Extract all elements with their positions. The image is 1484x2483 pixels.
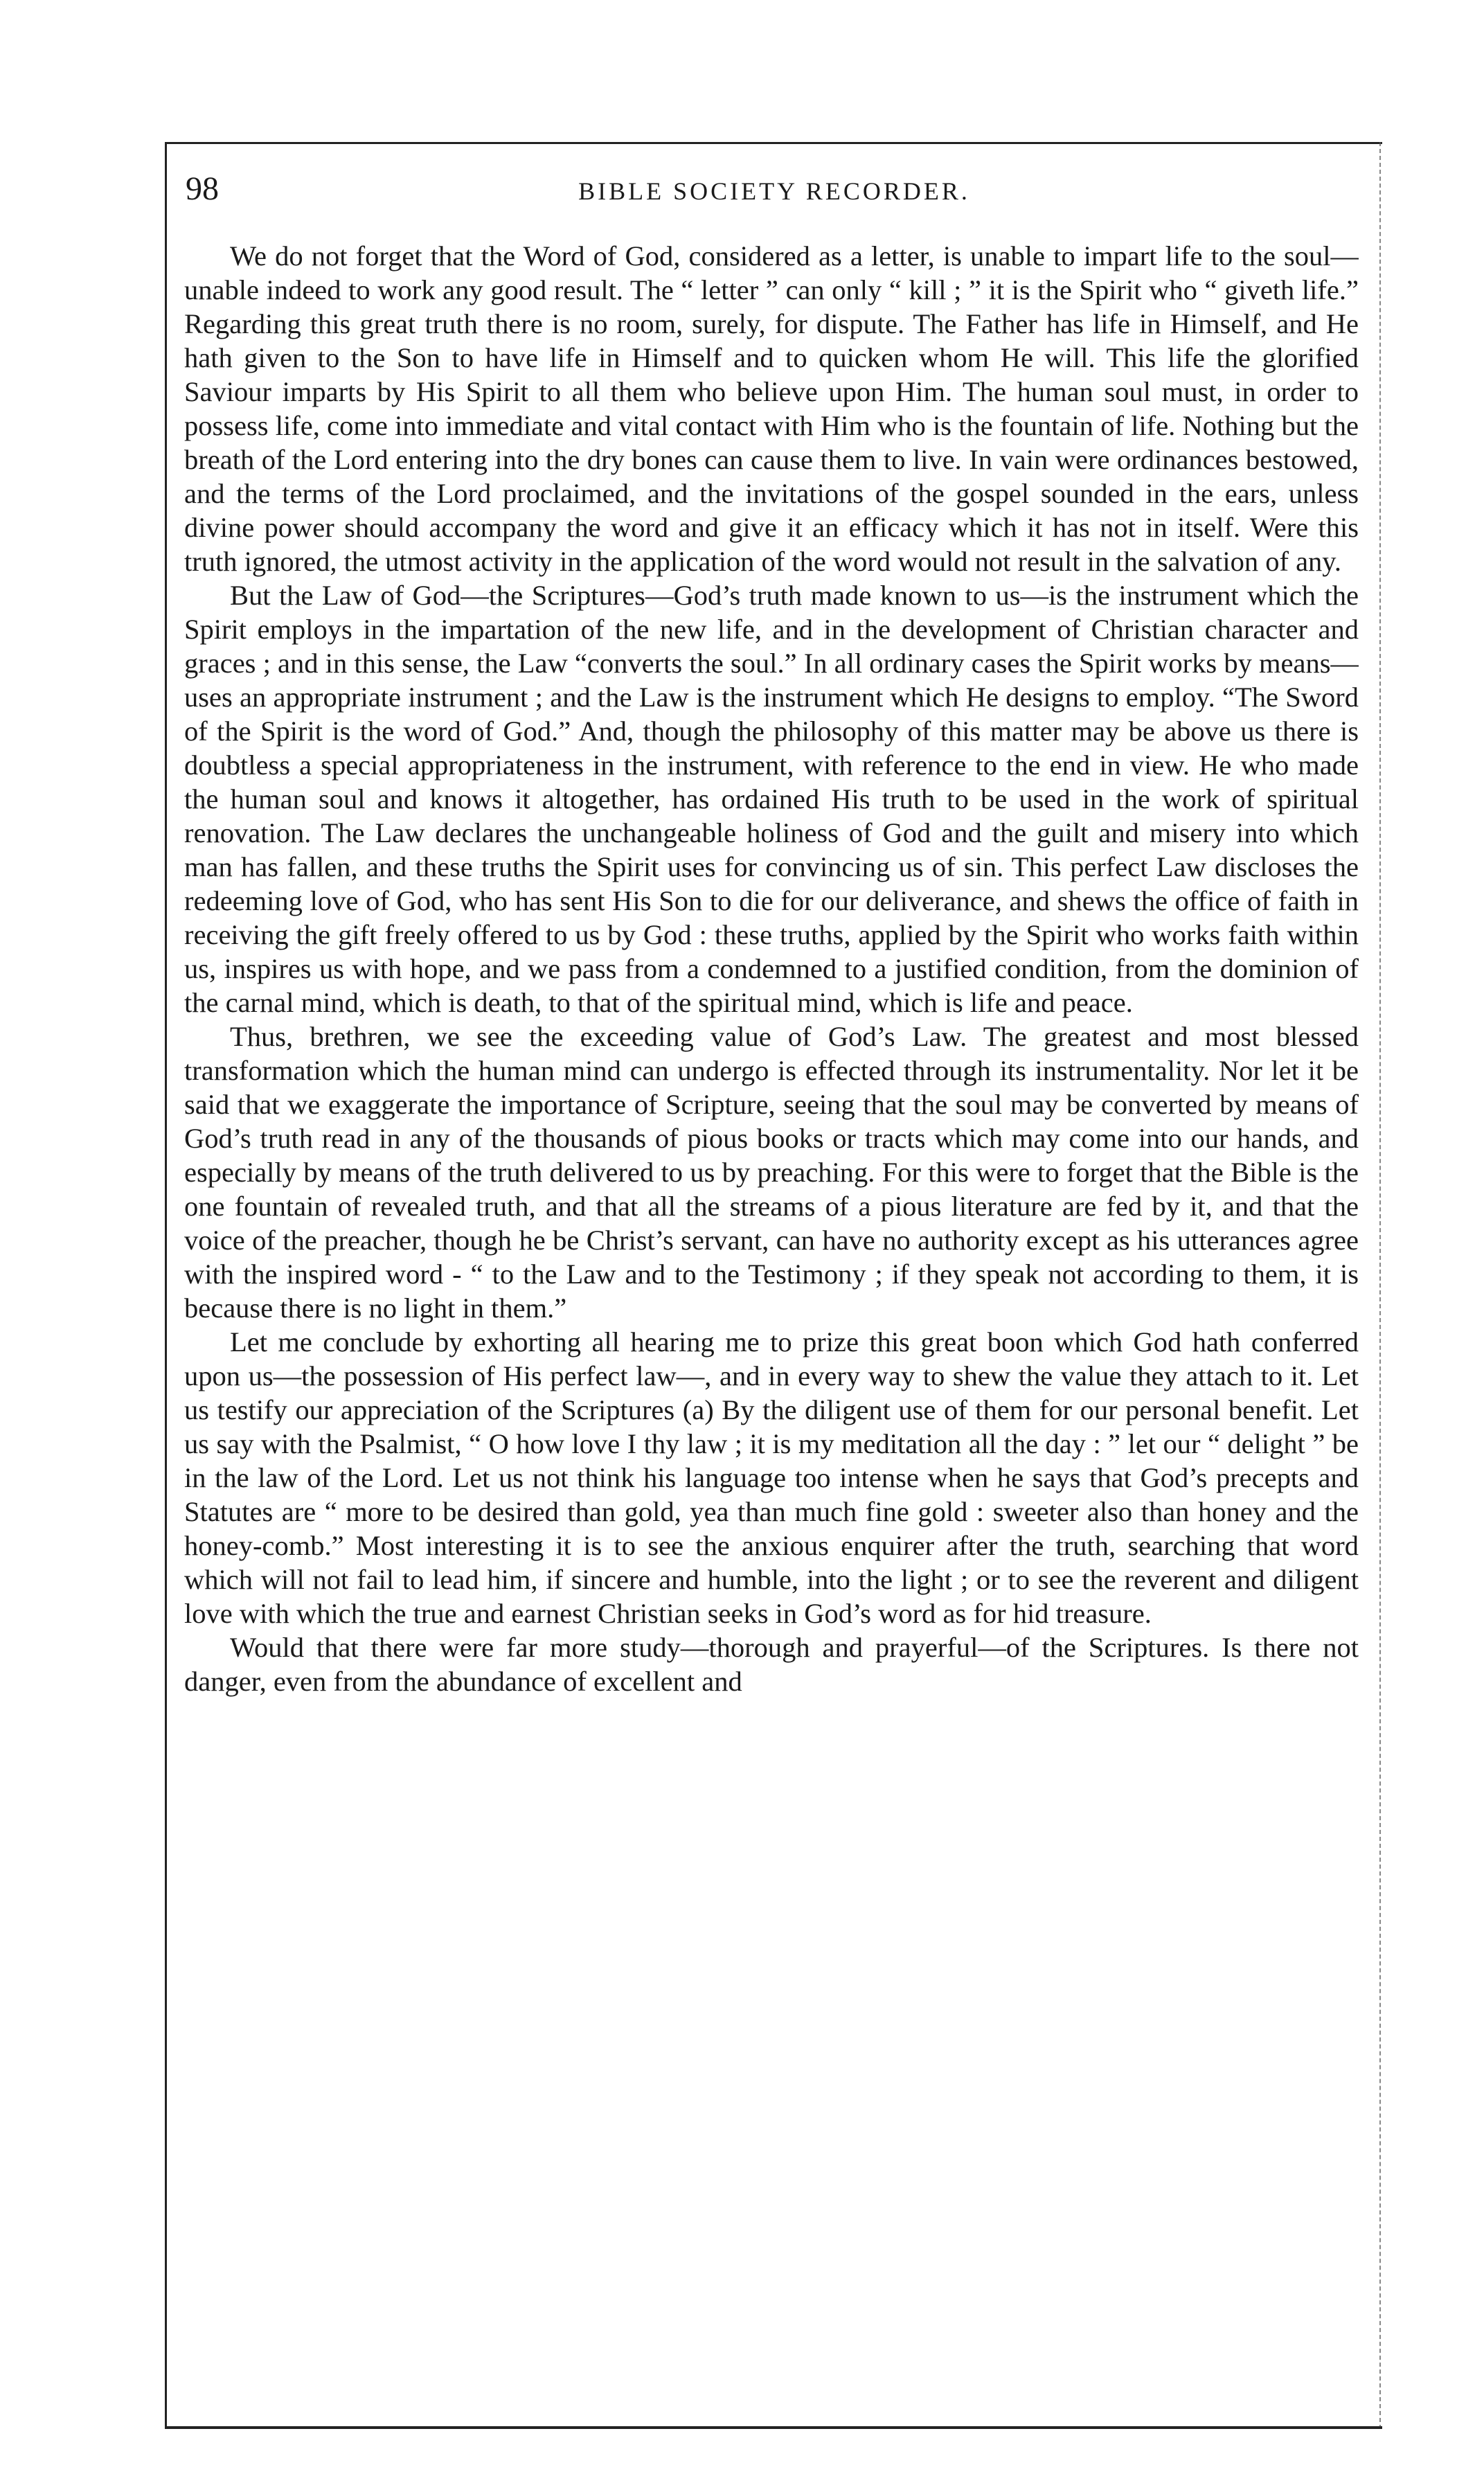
- top-rule: [165, 142, 1382, 144]
- bottom-rule: [165, 2426, 1382, 2429]
- page-header: [186, 170, 1363, 218]
- paragraph-3: Thus, brethren, we see the exceeding value of God’s Law. The greatest and most blessed transformation which the human mind can undergo is effected through its instrumentality. Nor let it be said that we exaggerate the importance of Scripture, seeing that the soul may be converted by means of God’s truth read in any of the thousands of pious books or tracts which may come into our hands, and especially by means of the truth delivered to us by preaching. For this were to forget that the Bible is the one fountain of revealed truth, and that all the streams of a pious literature are fed by it, and that the voice of the preacher, though he be Christ’s servant, can have no authority except as his utterances agree with the inspired word - “ to the Law and to the Testimony ; if they speak not according to them, it is because there is no light in them.”: [184, 1021, 1359, 1324]
- running-head: BIBLE SOCIETY RECORDER.: [578, 177, 970, 205]
- paragraph-4: Let me conclude by exhorting all hearing me to prize this great boon which God hath conferred upon us—the possession of His perfect law—, and in every way to shew the value they attach to it. Let us testify our appreciation of the Scriptures (a) By the diligent use of them for our personal benefit. Let us say with the Psalmist, “ O how love I thy law ; it is my meditation all the day : ” let our “ delight ” be in the law of the Lord. Let us not think his language too intense when he says that God’s precepts and Statutes are “ more to be desired than gold, yea than much fine gold : sweeter also than honey and the honey-comb.” Most interesting it is to see the anxious enquirer after the truth, searching that word which will not fail to lead him, if sincere and humble, into the light ; or to see the reverent and diligent love with which the true and earnest Christian seeks in God’s word as for hid treasure.: [184, 1326, 1359, 1629]
- page-number: 98: [186, 170, 219, 207]
- page-frame: [165, 142, 1382, 2431]
- paragraph-5: Would that there were far more study—thorough and prayerful—of the Scriptures. Is there not danger, even from the abundance of excellent and: [184, 1632, 1359, 1697]
- article-body: [184, 239, 1359, 2400]
- paragraph-1: We do not forget that the Word of God, considered as a letter, is unable to impart life to the soul—unable indeed to work any good result. The “ letter ” can only “ kill ; ” it is the Spirit who “ giveth life.” Regarding this great truth there is no room, surely, for dispute. The Father has life in Himself, and He hath given to the Son to have life in Himself and to quicken whom He will. This life the glorified Saviour imparts by His Spirit to all them who believe upon Him. The human soul must, in order to possess life, come into immediate and vital contact with Him who is the fountain of life. Nothing but the breath of the Lord entering into the dry bones can cause them to live. In vain were ordinances bestowed, and the terms of the Lord proclaimed, and the invitations of the gospel sounded in the ears, unless divine power should accompany the word and give it an efficacy which it has not in itself. Were this truth ignored, the utmost activity in the application of the word would not result in the salvation of any.: [184, 240, 1359, 577]
- right-rule: [1379, 142, 1381, 2429]
- paragraph-2: But the Law of God—the Scriptures—God’s truth made known to us—is the instrument which the Spirit employs in the impartation of the new life, and in the development of Christian character and graces ; and in this sense, the Law “converts the soul.” In all ordinary cases the Spirit works by means—uses an appropriate instrument ; and the Law is the instrument which He designs to employ. “The Sword of the Spirit is the word of God.” And, though the philosophy of this matter may be above us there is doubtless a special appropriateness in the instrument, with reference to the end in view. He who made the human soul and knows it altogether, has ordained His truth to be used in the work of spiritual renovation. The Law declares the unchangeable holiness of God and the guilt and misery into which man has fallen, and these truths the Spirit uses for convincing us of sin. This perfect Law discloses the redeeming love of God, who has sent His Son to die for our deliverance, and shews the office of faith in receiving the gift freely offered to us by God : these truths, applied by the Spirit who works faith within us, inspires us with hope, and we pass from a condemned to a justified condition, from the dominion of the carnal mind, which is death, to that of the spiritual mind, which is life and peace.: [184, 580, 1359, 1018]
- left-rule: [165, 142, 167, 2429]
